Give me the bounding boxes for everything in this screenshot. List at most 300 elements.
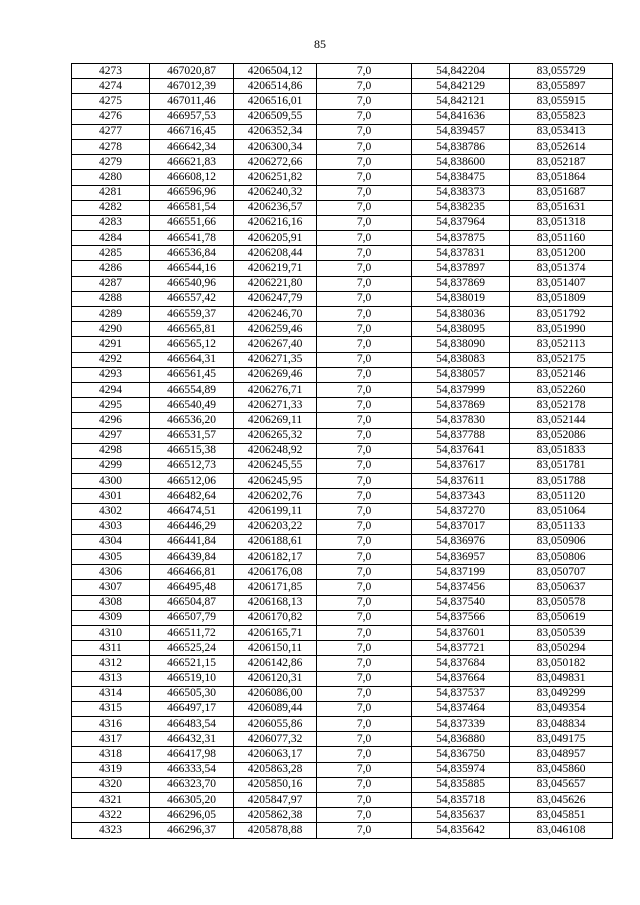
point-number-cell: 4302 [72, 504, 150, 519]
table-row [72, 398, 613, 413]
longitude-cell: 83,051792 [510, 307, 613, 322]
x-coordinate-cell: 466541,78 [150, 231, 234, 246]
table-row [72, 550, 613, 565]
point-number-cell: 4309 [72, 610, 150, 625]
latitude-cell: 54,837270 [412, 504, 510, 519]
latitude-cell: 54,838090 [412, 337, 510, 352]
height-cell: 7,0 [317, 398, 412, 413]
height-cell: 7,0 [317, 565, 412, 580]
height-cell: 7,0 [317, 580, 412, 595]
x-coordinate-cell: 466333,54 [150, 762, 234, 777]
height-cell: 7,0 [317, 231, 412, 246]
y-coordinate-cell: 4206247,79 [234, 291, 317, 306]
point-number-cell: 4293 [72, 367, 150, 382]
latitude-cell: 54,837343 [412, 489, 510, 504]
longitude-cell: 83,051687 [510, 185, 613, 200]
height-cell: 7,0 [317, 534, 412, 549]
table-row [72, 458, 613, 473]
height-cell: 7,0 [317, 793, 412, 808]
latitude-cell: 54,842121 [412, 94, 510, 109]
point-number-cell: 4322 [72, 808, 150, 823]
latitude-cell: 54,837869 [412, 398, 510, 413]
point-number-cell: 4273 [72, 64, 150, 79]
point-number-cell: 4301 [72, 489, 150, 504]
y-coordinate-cell: 4206251,82 [234, 170, 317, 185]
x-coordinate-cell: 466642,34 [150, 139, 234, 154]
y-coordinate-cell: 4205878,88 [234, 823, 317, 838]
longitude-cell: 83,049354 [510, 701, 613, 716]
height-cell: 7,0 [317, 474, 412, 489]
y-coordinate-cell: 4206269,11 [234, 413, 317, 428]
latitude-cell: 54,842204 [412, 64, 510, 79]
height-cell: 7,0 [317, 428, 412, 443]
height-cell: 7,0 [317, 94, 412, 109]
x-coordinate-cell: 466540,96 [150, 276, 234, 291]
point-number-cell: 4312 [72, 656, 150, 671]
longitude-cell: 83,050294 [510, 641, 613, 656]
y-coordinate-cell: 4206269,46 [234, 367, 317, 382]
height-cell: 7,0 [317, 109, 412, 124]
longitude-cell: 83,055823 [510, 109, 613, 124]
longitude-cell: 83,051631 [510, 200, 613, 215]
height-cell: 7,0 [317, 747, 412, 762]
height-cell: 7,0 [317, 686, 412, 701]
y-coordinate-cell: 4205850,16 [234, 777, 317, 792]
height-cell: 7,0 [317, 246, 412, 261]
y-coordinate-cell: 4206182,17 [234, 550, 317, 565]
latitude-cell: 54,837464 [412, 701, 510, 716]
point-number-cell: 4320 [72, 777, 150, 792]
latitude-cell: 54,836750 [412, 747, 510, 762]
longitude-cell: 83,055915 [510, 94, 613, 109]
point-number-cell: 4303 [72, 519, 150, 534]
y-coordinate-cell: 4206188,61 [234, 534, 317, 549]
longitude-cell: 83,050619 [510, 610, 613, 625]
table-row [72, 762, 613, 777]
point-number-cell: 4286 [72, 261, 150, 276]
latitude-cell: 54,835642 [412, 823, 510, 838]
x-coordinate-cell: 466531,57 [150, 428, 234, 443]
latitude-cell: 54,837617 [412, 458, 510, 473]
latitude-cell: 54,837566 [412, 610, 510, 625]
height-cell: 7,0 [317, 458, 412, 473]
point-number-cell: 4306 [72, 565, 150, 580]
x-coordinate-cell: 466296,37 [150, 823, 234, 838]
latitude-cell: 54,837788 [412, 428, 510, 443]
latitude-cell: 54,837537 [412, 686, 510, 701]
longitude-cell: 83,045851 [510, 808, 613, 823]
y-coordinate-cell: 4206205,91 [234, 231, 317, 246]
x-coordinate-cell: 466439,84 [150, 550, 234, 565]
y-coordinate-cell: 4205862,38 [234, 808, 317, 823]
point-number-cell: 4291 [72, 337, 150, 352]
latitude-cell: 54,838373 [412, 185, 510, 200]
point-number-cell: 4283 [72, 215, 150, 230]
longitude-cell: 83,052113 [510, 337, 613, 352]
longitude-cell: 83,051200 [510, 246, 613, 261]
table-row [72, 200, 613, 215]
longitude-cell: 83,052175 [510, 352, 613, 367]
table-row [72, 625, 613, 640]
point-number-cell: 4317 [72, 732, 150, 747]
table-row [72, 489, 613, 504]
y-coordinate-cell: 4206055,86 [234, 717, 317, 732]
latitude-cell: 54,838019 [412, 291, 510, 306]
x-coordinate-cell: 466716,45 [150, 124, 234, 139]
x-coordinate-cell: 466554,89 [150, 382, 234, 397]
point-number-cell: 4298 [72, 443, 150, 458]
y-coordinate-cell: 4206504,12 [234, 64, 317, 79]
y-coordinate-cell: 4206246,70 [234, 307, 317, 322]
point-number-cell: 4311 [72, 641, 150, 656]
height-cell: 7,0 [317, 276, 412, 291]
table-row [72, 671, 613, 686]
longitude-cell: 83,049831 [510, 671, 613, 686]
longitude-cell: 83,051374 [510, 261, 613, 276]
table-body [72, 64, 613, 839]
height-cell: 7,0 [317, 717, 412, 732]
y-coordinate-cell: 4206265,32 [234, 428, 317, 443]
height-cell: 7,0 [317, 337, 412, 352]
x-coordinate-cell: 466559,37 [150, 307, 234, 322]
table-row [72, 291, 613, 306]
x-coordinate-cell: 466323,70 [150, 777, 234, 792]
y-coordinate-cell: 4205863,28 [234, 762, 317, 777]
x-coordinate-cell: 466557,42 [150, 291, 234, 306]
point-number-cell: 4280 [72, 170, 150, 185]
longitude-cell: 83,050637 [510, 580, 613, 595]
longitude-cell: 83,050578 [510, 595, 613, 610]
table-row [72, 64, 613, 79]
latitude-cell: 54,837897 [412, 261, 510, 276]
height-cell: 7,0 [317, 185, 412, 200]
table-row [72, 352, 613, 367]
latitude-cell: 54,835718 [412, 793, 510, 808]
x-coordinate-cell: 466608,12 [150, 170, 234, 185]
height-cell: 7,0 [317, 367, 412, 382]
longitude-cell: 83,050707 [510, 565, 613, 580]
latitude-cell: 54,836957 [412, 550, 510, 565]
table-row [72, 124, 613, 139]
latitude-cell: 54,837017 [412, 519, 510, 534]
height-cell: 7,0 [317, 671, 412, 686]
longitude-cell: 83,051864 [510, 170, 613, 185]
longitude-cell: 83,051064 [510, 504, 613, 519]
point-number-cell: 4314 [72, 686, 150, 701]
table-row [72, 215, 613, 230]
table-row [72, 777, 613, 792]
x-coordinate-cell: 466505,30 [150, 686, 234, 701]
x-coordinate-cell: 466296,05 [150, 808, 234, 823]
point-number-cell: 4274 [72, 79, 150, 94]
table-row [72, 823, 613, 838]
x-coordinate-cell: 466512,73 [150, 458, 234, 473]
latitude-cell: 54,837540 [412, 595, 510, 610]
x-coordinate-cell: 466536,84 [150, 246, 234, 261]
x-coordinate-cell: 466540,49 [150, 398, 234, 413]
longitude-cell: 83,048834 [510, 717, 613, 732]
y-coordinate-cell: 4206202,76 [234, 489, 317, 504]
y-coordinate-cell: 4205847,97 [234, 793, 317, 808]
longitude-cell: 83,051833 [510, 443, 613, 458]
y-coordinate-cell: 4206170,82 [234, 610, 317, 625]
height-cell: 7,0 [317, 489, 412, 504]
height-cell: 7,0 [317, 215, 412, 230]
y-coordinate-cell: 4206216,16 [234, 215, 317, 230]
longitude-cell: 83,052614 [510, 139, 613, 154]
height-cell: 7,0 [317, 139, 412, 154]
height-cell: 7,0 [317, 307, 412, 322]
y-coordinate-cell: 4206236,57 [234, 200, 317, 215]
point-number-cell: 4304 [72, 534, 150, 549]
latitude-cell: 54,838095 [412, 322, 510, 337]
y-coordinate-cell: 4206272,66 [234, 155, 317, 170]
y-coordinate-cell: 4206165,71 [234, 625, 317, 640]
height-cell: 7,0 [317, 443, 412, 458]
table-row [72, 793, 613, 808]
x-coordinate-cell: 466565,81 [150, 322, 234, 337]
longitude-cell: 83,052144 [510, 413, 613, 428]
longitude-cell: 83,049175 [510, 732, 613, 747]
point-number-cell: 4281 [72, 185, 150, 200]
height-cell: 7,0 [317, 625, 412, 640]
table-row [72, 231, 613, 246]
y-coordinate-cell: 4206300,34 [234, 139, 317, 154]
table-row [72, 428, 613, 443]
x-coordinate-cell: 466512,06 [150, 474, 234, 489]
height-cell: 7,0 [317, 79, 412, 94]
latitude-cell: 54,837831 [412, 246, 510, 261]
point-number-cell: 4276 [72, 109, 150, 124]
table-row [72, 261, 613, 276]
table-row [72, 519, 613, 534]
point-number-cell: 4308 [72, 595, 150, 610]
point-number-cell: 4323 [72, 823, 150, 838]
point-number-cell: 4277 [72, 124, 150, 139]
point-number-cell: 4285 [72, 246, 150, 261]
table-row [72, 246, 613, 261]
height-cell: 7,0 [317, 170, 412, 185]
latitude-cell: 54,842129 [412, 79, 510, 94]
x-coordinate-cell: 466581,54 [150, 200, 234, 215]
y-coordinate-cell: 4206259,46 [234, 322, 317, 337]
table-row [72, 170, 613, 185]
y-coordinate-cell: 4206086,00 [234, 686, 317, 701]
longitude-cell: 83,051160 [510, 231, 613, 246]
longitude-cell: 83,050906 [510, 534, 613, 549]
table-row [72, 565, 613, 580]
x-coordinate-cell: 466432,31 [150, 732, 234, 747]
point-number-cell: 4300 [72, 474, 150, 489]
latitude-cell: 54,835637 [412, 808, 510, 823]
x-coordinate-cell: 466507,79 [150, 610, 234, 625]
latitude-cell: 54,838083 [412, 352, 510, 367]
latitude-cell: 54,835885 [412, 777, 510, 792]
x-coordinate-cell: 466417,98 [150, 747, 234, 762]
table-row [72, 413, 613, 428]
latitude-cell: 54,836976 [412, 534, 510, 549]
table-row [72, 307, 613, 322]
latitude-cell: 54,837339 [412, 717, 510, 732]
point-number-cell: 4292 [72, 352, 150, 367]
height-cell: 7,0 [317, 413, 412, 428]
table-row [72, 474, 613, 489]
height-cell: 7,0 [317, 732, 412, 747]
table-row [72, 443, 613, 458]
point-number-cell: 4319 [72, 762, 150, 777]
height-cell: 7,0 [317, 656, 412, 671]
table-row [72, 185, 613, 200]
height-cell: 7,0 [317, 701, 412, 716]
x-coordinate-cell: 466446,29 [150, 519, 234, 534]
point-number-cell: 4290 [72, 322, 150, 337]
point-number-cell: 4284 [72, 231, 150, 246]
x-coordinate-cell: 467012,39 [150, 79, 234, 94]
longitude-cell: 83,048957 [510, 747, 613, 762]
y-coordinate-cell: 4206089,44 [234, 701, 317, 716]
x-coordinate-cell: 466561,45 [150, 367, 234, 382]
height-cell: 7,0 [317, 550, 412, 565]
height-cell: 7,0 [317, 124, 412, 139]
latitude-cell: 54,837199 [412, 565, 510, 580]
y-coordinate-cell: 4206271,33 [234, 398, 317, 413]
height-cell: 7,0 [317, 155, 412, 170]
y-coordinate-cell: 4206120,31 [234, 671, 317, 686]
table-row [72, 610, 613, 625]
latitude-cell: 54,839457 [412, 124, 510, 139]
y-coordinate-cell: 4206221,80 [234, 276, 317, 291]
height-cell: 7,0 [317, 777, 412, 792]
table-row [72, 94, 613, 109]
longitude-cell: 83,051990 [510, 322, 613, 337]
longitude-cell: 83,055729 [510, 64, 613, 79]
x-coordinate-cell: 466497,17 [150, 701, 234, 716]
table-row [72, 747, 613, 762]
table-row [72, 337, 613, 352]
height-cell: 7,0 [317, 641, 412, 656]
point-number-cell: 4288 [72, 291, 150, 306]
latitude-cell: 54,838475 [412, 170, 510, 185]
y-coordinate-cell: 4206219,71 [234, 261, 317, 276]
table-row [72, 109, 613, 124]
point-number-cell: 4282 [72, 200, 150, 215]
table-row [72, 382, 613, 397]
y-coordinate-cell: 4206142,86 [234, 656, 317, 671]
longitude-cell: 83,045860 [510, 762, 613, 777]
y-coordinate-cell: 4206063,17 [234, 747, 317, 762]
point-number-cell: 4305 [72, 550, 150, 565]
table-row [72, 79, 613, 94]
height-cell: 7,0 [317, 64, 412, 79]
x-coordinate-cell: 466621,83 [150, 155, 234, 170]
table-row [72, 808, 613, 823]
longitude-cell: 83,051407 [510, 276, 613, 291]
table-row [72, 580, 613, 595]
y-coordinate-cell: 4206150,11 [234, 641, 317, 656]
latitude-cell: 54,841636 [412, 109, 510, 124]
latitude-cell: 54,838786 [412, 139, 510, 154]
x-coordinate-cell: 466511,72 [150, 625, 234, 640]
y-coordinate-cell: 4206168,13 [234, 595, 317, 610]
latitude-cell: 54,837721 [412, 641, 510, 656]
height-cell: 7,0 [317, 762, 412, 777]
table-row [72, 686, 613, 701]
longitude-cell: 83,053413 [510, 124, 613, 139]
y-coordinate-cell: 4206352,34 [234, 124, 317, 139]
y-coordinate-cell: 4206077,32 [234, 732, 317, 747]
height-cell: 7,0 [317, 322, 412, 337]
page-number: 85 [314, 37, 326, 51]
point-number-cell: 4295 [72, 398, 150, 413]
y-coordinate-cell: 4206203,22 [234, 519, 317, 534]
table-row [72, 139, 613, 154]
table-row [72, 155, 613, 170]
point-number-cell: 4316 [72, 717, 150, 732]
point-number-cell: 4289 [72, 307, 150, 322]
y-coordinate-cell: 4206271,35 [234, 352, 317, 367]
x-coordinate-cell: 467011,46 [150, 94, 234, 109]
x-coordinate-cell: 466564,31 [150, 352, 234, 367]
point-number-cell: 4321 [72, 793, 150, 808]
x-coordinate-cell: 466504,87 [150, 595, 234, 610]
longitude-cell: 83,050539 [510, 625, 613, 640]
longitude-cell: 83,052146 [510, 367, 613, 382]
y-coordinate-cell: 4206516,01 [234, 94, 317, 109]
height-cell: 7,0 [317, 200, 412, 215]
height-cell: 7,0 [317, 382, 412, 397]
point-number-cell: 4287 [72, 276, 150, 291]
table-row [72, 717, 613, 732]
table-row [72, 595, 613, 610]
point-number-cell: 4299 [72, 458, 150, 473]
longitude-cell: 83,045657 [510, 777, 613, 792]
table-row [72, 701, 613, 716]
longitude-cell: 83,052086 [510, 428, 613, 443]
x-coordinate-cell: 466521,15 [150, 656, 234, 671]
height-cell: 7,0 [317, 519, 412, 534]
height-cell: 7,0 [317, 610, 412, 625]
point-number-cell: 4313 [72, 671, 150, 686]
latitude-cell: 54,838235 [412, 200, 510, 215]
y-coordinate-cell: 4206171,85 [234, 580, 317, 595]
latitude-cell: 54,838036 [412, 307, 510, 322]
x-coordinate-cell: 466957,53 [150, 109, 234, 124]
point-number-cell: 4307 [72, 580, 150, 595]
coordinates-table [71, 63, 613, 839]
point-number-cell: 4279 [72, 155, 150, 170]
latitude-cell: 54,837601 [412, 625, 510, 640]
point-number-cell: 4318 [72, 747, 150, 762]
latitude-cell: 54,835974 [412, 762, 510, 777]
x-coordinate-cell: 466495,48 [150, 580, 234, 595]
point-number-cell: 4278 [72, 139, 150, 154]
longitude-cell: 83,045626 [510, 793, 613, 808]
x-coordinate-cell: 467020,87 [150, 64, 234, 79]
latitude-cell: 54,837964 [412, 215, 510, 230]
longitude-cell: 83,051318 [510, 215, 613, 230]
y-coordinate-cell: 4206176,08 [234, 565, 317, 580]
x-coordinate-cell: 466482,64 [150, 489, 234, 504]
latitude-cell: 54,837456 [412, 580, 510, 595]
latitude-cell: 54,836880 [412, 732, 510, 747]
latitude-cell: 54,837684 [412, 656, 510, 671]
height-cell: 7,0 [317, 823, 412, 838]
table-row [72, 534, 613, 549]
longitude-cell: 83,049299 [510, 686, 613, 701]
table-row [72, 276, 613, 291]
point-number-cell: 4294 [72, 382, 150, 397]
y-coordinate-cell: 4206248,92 [234, 443, 317, 458]
